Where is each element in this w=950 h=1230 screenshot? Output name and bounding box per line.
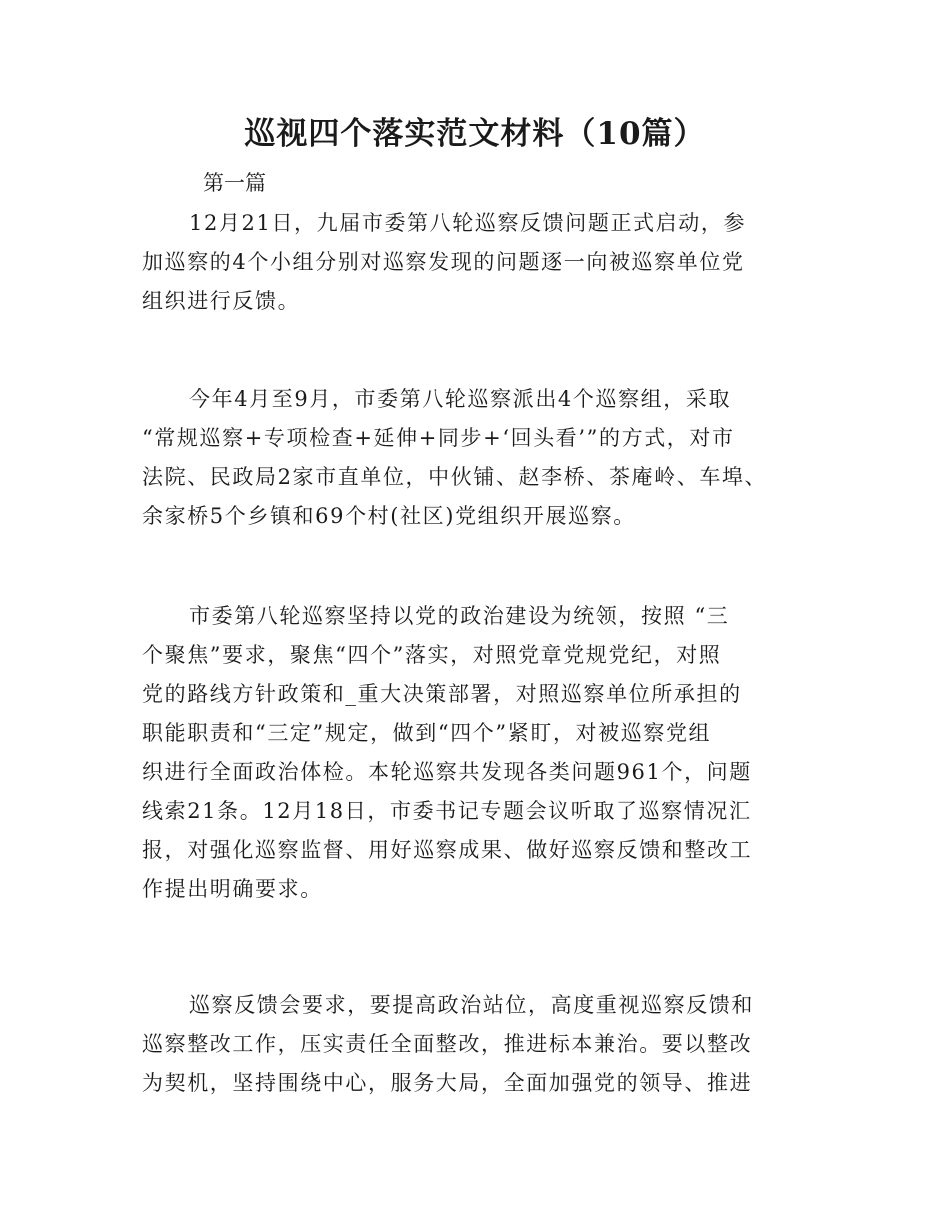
paragraph-1	[142, 204, 822, 321]
paragraph-line: 个聚焦”要求，聚焦“四个”落实，对照党章党规党纪，对照	[142, 643, 722, 667]
section-label: 第一篇	[203, 171, 266, 195]
paragraph-line: 余家桥5个乡镇和69个村(社区)党组织开展巡察。	[142, 504, 636, 528]
paragraph-line: 织进行全面政治体检。本轮巡察共发现各类问题961个，问题	[142, 760, 752, 784]
paragraph-line: 巡察反馈会要求，要提高政治站位，高度重视巡察反馈和	[189, 993, 754, 1017]
document-title: 巡视四个落实范文材料（10篇）	[244, 116, 706, 152]
paragraph-line: 今年4月至9月，市委第八轮巡察派出4个巡察组，采取	[189, 387, 732, 411]
paragraph-line: 线索21条。12月18日，市委书记专题会议听取了巡察情况汇	[142, 799, 752, 823]
paragraph-line: “常规巡察+专项检查+延伸+同步+‘回头看’”的方式，对市	[142, 426, 735, 450]
paragraph-line: 报，对强化巡察监督、用好巡察成果、做好巡察反馈和整改工	[142, 838, 753, 862]
paragraph-line: 巡察整改工作，压实责任全面整改，推进标本兼治。要以整改	[142, 1032, 753, 1056]
paragraph-3	[142, 597, 822, 909]
paragraph-2	[142, 380, 822, 536]
paragraph-line: 市委第八轮巡察坚持以党的政治建设为统领，按照 “三	[189, 604, 730, 628]
paragraph-4	[142, 986, 822, 1103]
paragraph-line: 组织进行反馈。	[142, 289, 301, 313]
paragraph-line: 为契机，坚持围绕中心，服务大局，全面加强党的领导、推进	[142, 1071, 753, 1095]
paragraph-line: 法院、民政局2家市直单位，中伙铺、赵李桥、茶庵岭、车埠、	[142, 465, 768, 489]
paragraph-line: 职能职责和“三定”规定，做到“四个”紧盯，对被巡察党组	[142, 721, 712, 745]
paragraph-line: 党的路线方针政策和_重大决策部署，对照巡察单位所承担的	[142, 682, 742, 706]
paragraph-line: 作提出明确要求。	[142, 877, 323, 901]
paragraph-line: 加巡察的4个小组分别对巡察发现的问题逐一向被巡察单位党	[142, 250, 745, 274]
paragraph-line: 12月21日，九届市委第八轮巡察反馈问题正式启动，参	[189, 211, 747, 235]
